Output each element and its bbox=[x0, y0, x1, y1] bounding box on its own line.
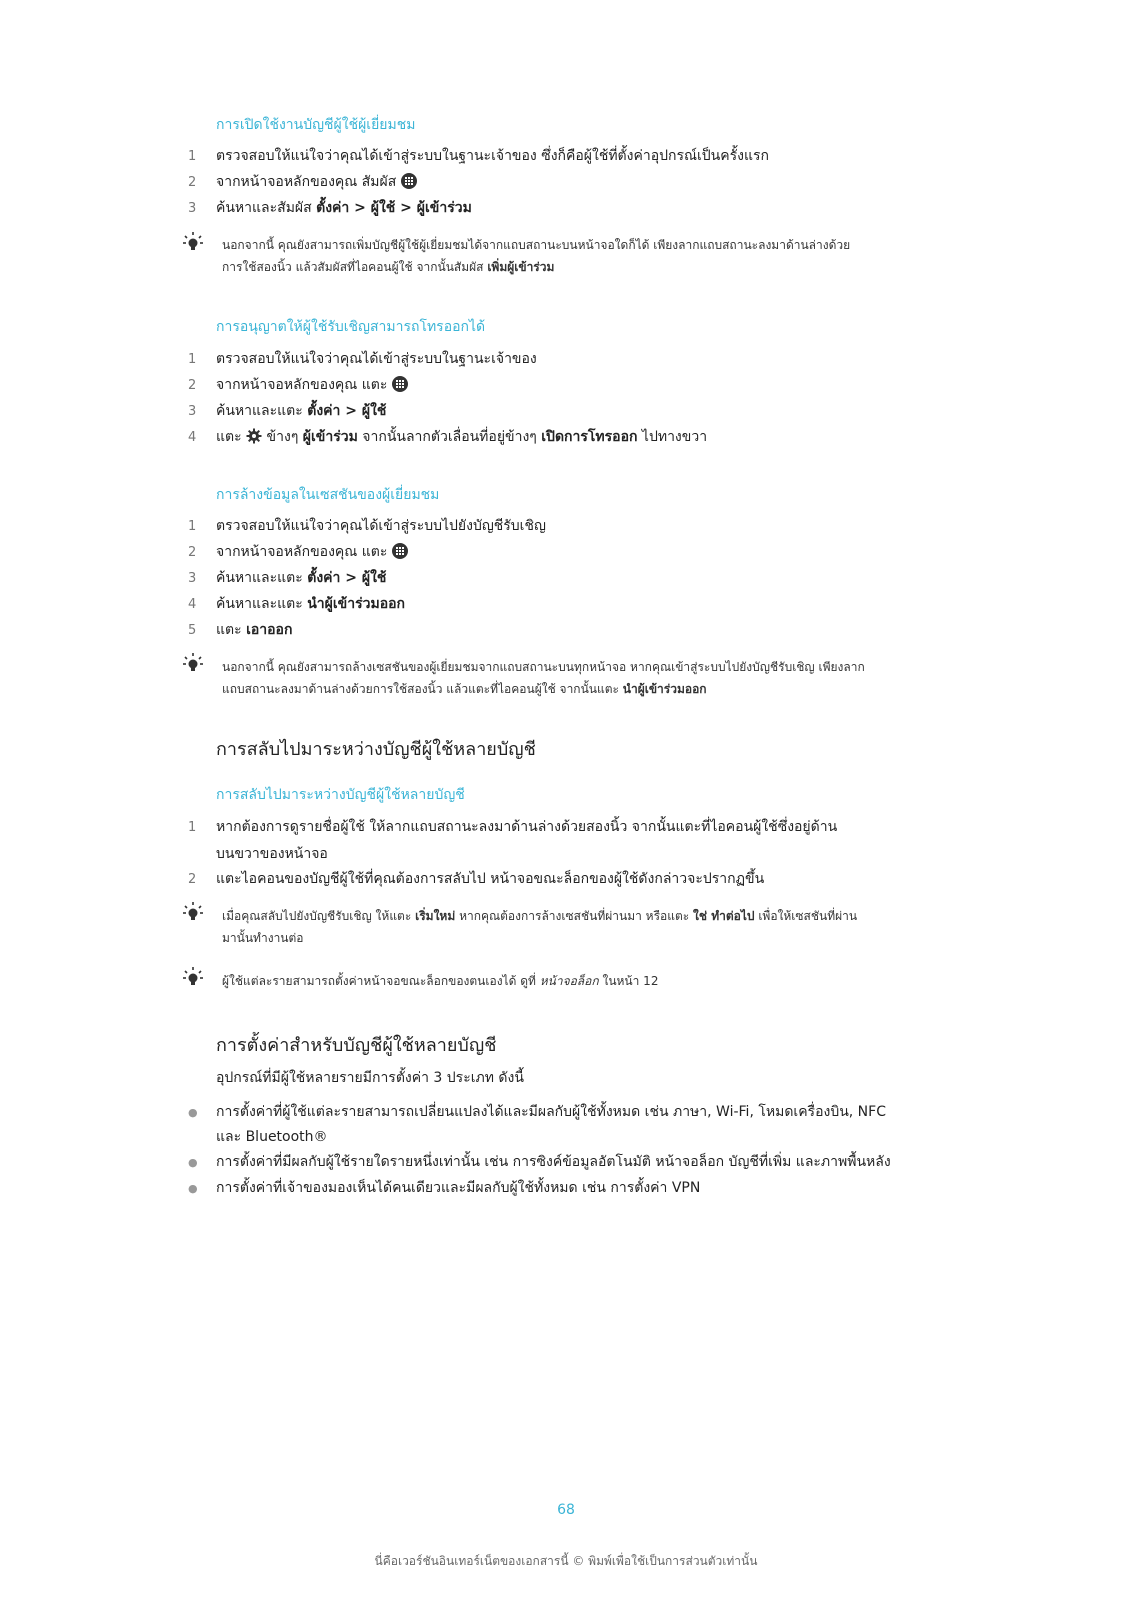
tip-text: มานั้นทำงานต่อ bbox=[222, 931, 304, 945]
section-title-guest-calls: การอนุญาตให้ผู้ใช้รับเชิญสามารถโทรออกได้ bbox=[216, 319, 486, 335]
step-path: ตั้งค่า > ผู้ใช้ bbox=[307, 403, 387, 419]
list-item bbox=[188, 195, 948, 222]
step-emphasis: เอาออก bbox=[246, 622, 293, 638]
bullet-icon: ● bbox=[188, 1156, 198, 1169]
intro-text: อุปกรณ์ที่มีผู้ใช้หลายรายมีการตั้งค่า 3 ประเภท ดังนี้ bbox=[216, 1070, 524, 1086]
step-number: 2 bbox=[188, 378, 197, 393]
step-text: ค้นหาและแตะ bbox=[216, 570, 308, 586]
list-item bbox=[188, 866, 948, 893]
heading-multi-user-settings: การตั้งค่าสำหรับบัญชีผู้ใช้หลายบัญชี bbox=[216, 1035, 497, 1056]
list-item bbox=[188, 1150, 891, 1175]
bullet-icon: ● bbox=[188, 1182, 198, 1195]
step-emphasis: เปิดการโทรออก bbox=[541, 429, 638, 445]
list-item bbox=[188, 617, 948, 644]
tip-text: แถบสถานะลงมาด้านล่างด้วยการใช้สองนิ้ว แล้วแตะที่ไอคอนผู้ใช้ จากนั้นแตะ bbox=[222, 682, 623, 696]
list-item bbox=[188, 424, 948, 451]
list-item bbox=[188, 814, 948, 868]
lightbulb-icon bbox=[182, 966, 204, 988]
step-emphasis: ผู้เข้าร่วม bbox=[302, 429, 358, 445]
lightbulb-icon bbox=[182, 231, 204, 253]
step-number: 3 bbox=[188, 201, 197, 216]
step-text: แตะไอคอนของบัญชีผู้ใช้ที่คุณต้องการสลับไป หน้าจอขณะล็อกของผู้ใช้ดังกล่าวจะปรากฏขึ้น bbox=[216, 871, 765, 887]
page-number: 68 bbox=[557, 1502, 575, 1518]
step-text: แตะ bbox=[216, 429, 242, 445]
step-path: ตั้งค่า > ผู้ใช้ > ผู้เข้าร่วม bbox=[316, 200, 472, 216]
list-item bbox=[188, 398, 948, 425]
bullet-text: การตั้งค่าที่ผู้ใช้แต่ละรายสามารถเปลี่ยนแปลงได้และมีผลกับผู้ใช้ทั้งหมด เช่น ภาษา, Wi-Fi, โหมดเครื่องบิน, NFC bbox=[216, 1104, 886, 1120]
list-item bbox=[188, 565, 948, 592]
bullet-text: การตั้งค่าที่เจ้าของมองเห็นได้คนเดียวและมีผลกับผู้ใช้ทั้งหมด เช่น การตั้งค่า VPN bbox=[216, 1180, 701, 1196]
step-number: 3 bbox=[188, 404, 197, 419]
step-number: 4 bbox=[188, 597, 197, 612]
bullet-text: และ Bluetooth® bbox=[216, 1129, 328, 1145]
list-item bbox=[188, 1100, 886, 1149]
step-text: ค้นหาและแตะ bbox=[216, 596, 308, 612]
tip-text: เมื่อคุณสลับไปยังบัญชีรับเชิญ ให้แตะ bbox=[222, 909, 416, 923]
tip-text: การใช้สองนิ้ว แล้วสัมผัสที่ไอคอนผู้ใช้ จากนั้นสัมผัส bbox=[222, 260, 488, 274]
tip-text: ในหน้า 12 bbox=[598, 974, 659, 988]
section-title-switch-accounts: การสลับไปมาระหว่างบัญชีผู้ใช้หลายบัญชี bbox=[216, 787, 465, 803]
app-grid-icon bbox=[392, 376, 408, 392]
app-grid-icon bbox=[392, 543, 408, 559]
bullet-icon: ● bbox=[188, 1106, 198, 1119]
tip-text: นอกจากนี้ คุณยังสามารถเพิ่มบัญชีผู้ใช้ผู้เยี่ยมชมได้จากแถบสถานะบนหน้าจอใดก็ได้ เพียงลากแถบสถานะลงมาด้านล่างด้วย bbox=[222, 238, 851, 252]
step-text: ไปทางขวา bbox=[641, 429, 708, 445]
step-number: 1 bbox=[188, 352, 197, 367]
step-text: จากนั้นลากตัวเลื่อนที่อยู่ข้างๆ bbox=[362, 429, 537, 445]
step-number: 5 bbox=[188, 623, 197, 638]
step-text: จากหน้าจอหลักของคุณ แตะ bbox=[216, 544, 388, 560]
step-text: ตรวจสอบให้แน่ใจว่าคุณได้เข้าสู่ระบบในฐานะเจ้าของ bbox=[216, 351, 537, 367]
lightbulb-icon bbox=[182, 901, 204, 923]
step-path: ตั้งค่า > ผู้ใช้ bbox=[307, 570, 387, 586]
step-number: 4 bbox=[188, 430, 197, 445]
step-number: 3 bbox=[188, 571, 197, 586]
step-text: จากหน้าจอหลักของคุณ แตะ bbox=[216, 377, 388, 393]
step-text: แตะ bbox=[216, 622, 247, 638]
step-text: ตรวจสอบให้แน่ใจว่าคุณได้เข้าสู่ระบบไปยังบัญชีรับเชิญ bbox=[216, 518, 546, 534]
step-emphasis: นำผู้เข้าร่วมออก bbox=[307, 596, 405, 612]
list-item bbox=[188, 539, 948, 566]
tip-note bbox=[222, 905, 857, 949]
tip-emphasis: เพิ่มผู้เข้าร่วม bbox=[487, 260, 555, 274]
tip-emphasis: นำผู้เข้าร่วมออก bbox=[622, 682, 707, 696]
list-item bbox=[188, 143, 948, 170]
gear-icon bbox=[246, 428, 262, 444]
bullet-text: การตั้งค่าที่มีผลกับผู้ใช้รายใดรายหนึ่งเท่านั้น เช่น การซิงค์ข้อมูลอัตโนมัติ หน้าจอล็อก บัญชีที่เพิ่ม และภาพพื้นหลัง bbox=[216, 1154, 891, 1170]
tip-emphasis: ใช่ ทำต่อไป bbox=[693, 909, 755, 923]
tip-note bbox=[222, 970, 658, 992]
step-text: หากต้องการดูรายชื่อผู้ใช้ ให้ลากแถบสถานะลงมาด้านล่างด้วยสองนิ้ว จากนั้นแตะที่ไอคอนผู้ใช้ซึ่งอยู่ด้าน bbox=[216, 819, 838, 835]
tip-note bbox=[222, 656, 865, 700]
tip-note bbox=[222, 234, 850, 278]
list-item bbox=[188, 1176, 700, 1201]
list-item bbox=[188, 169, 948, 196]
step-text: บนขวาของหน้าจอ bbox=[216, 846, 328, 862]
tip-text: นอกจากนี้ คุณยังสามารถล้างเซสชันของผู้เยี่ยมชมจากแถบสถานะบนทุกหน้าจอ หากคุณเข้าสู่ระบบไปยังบัญชีรับเชิญ เพียงลาก bbox=[222, 660, 865, 674]
tip-text: เพื่อให้เซสชันที่ผ่าน bbox=[754, 909, 858, 923]
list-item bbox=[188, 372, 948, 399]
cross-reference-link[interactable]: หน้าจอล็อก bbox=[539, 974, 599, 988]
step-number: 2 bbox=[188, 175, 197, 190]
tip-text: ผู้ใช้แต่ละรายสามารถตั้งค่าหน้าจอขณะล็อกของตนเองได้ ดูที่ bbox=[222, 974, 540, 988]
heading-switch-accounts: การสลับไปมาระหว่างบัญชีผู้ใช้หลายบัญชี bbox=[216, 739, 536, 760]
step-text: ค้นหาและแตะ bbox=[216, 403, 308, 419]
tip-emphasis: เริ่มใหม่ bbox=[415, 909, 456, 923]
list-item bbox=[188, 513, 948, 540]
section-title-clear-guest: การล้างข้อมูลในเซสชันของผู้เยี่ยมชม bbox=[216, 487, 440, 503]
step-number: 2 bbox=[188, 872, 197, 887]
step-number: 2 bbox=[188, 545, 197, 560]
lightbulb-icon bbox=[182, 652, 204, 674]
step-number: 1 bbox=[188, 149, 197, 164]
step-text: ค้นหาและสัมผัส bbox=[216, 200, 317, 216]
app-grid-icon bbox=[401, 173, 417, 189]
step-text: ตรวจสอบให้แน่ใจว่าคุณได้เข้าสู่ระบบในฐานะเจ้าของ ซึ่งก็คือผู้ใช้ที่ตั้งค่าอุปกรณ์เป็นครั้งแรก bbox=[216, 148, 769, 164]
footer-text: นี่คือเวอร์ชันอินเทอร์เน็ตของเอกสารนี้ © พิมพ์เพื่อใช้เป็นการส่วนตัวเท่านั้น bbox=[374, 1554, 758, 1568]
list-item bbox=[188, 346, 948, 373]
list-item bbox=[188, 591, 948, 618]
step-text: ข้างๆ bbox=[266, 429, 299, 445]
step-number: 1 bbox=[188, 820, 197, 835]
step-text: จากหน้าจอหลักของคุณ สัมผัส bbox=[216, 174, 397, 190]
step-number: 1 bbox=[188, 519, 197, 534]
section-title-enable-guest: การเปิดใช้งานบัญชีผู้ใช้ผู้เยี่ยมชม bbox=[216, 117, 416, 133]
tip-text: หากคุณต้องการล้างเซสชันที่ผ่านมา หรือแตะ bbox=[455, 909, 694, 923]
